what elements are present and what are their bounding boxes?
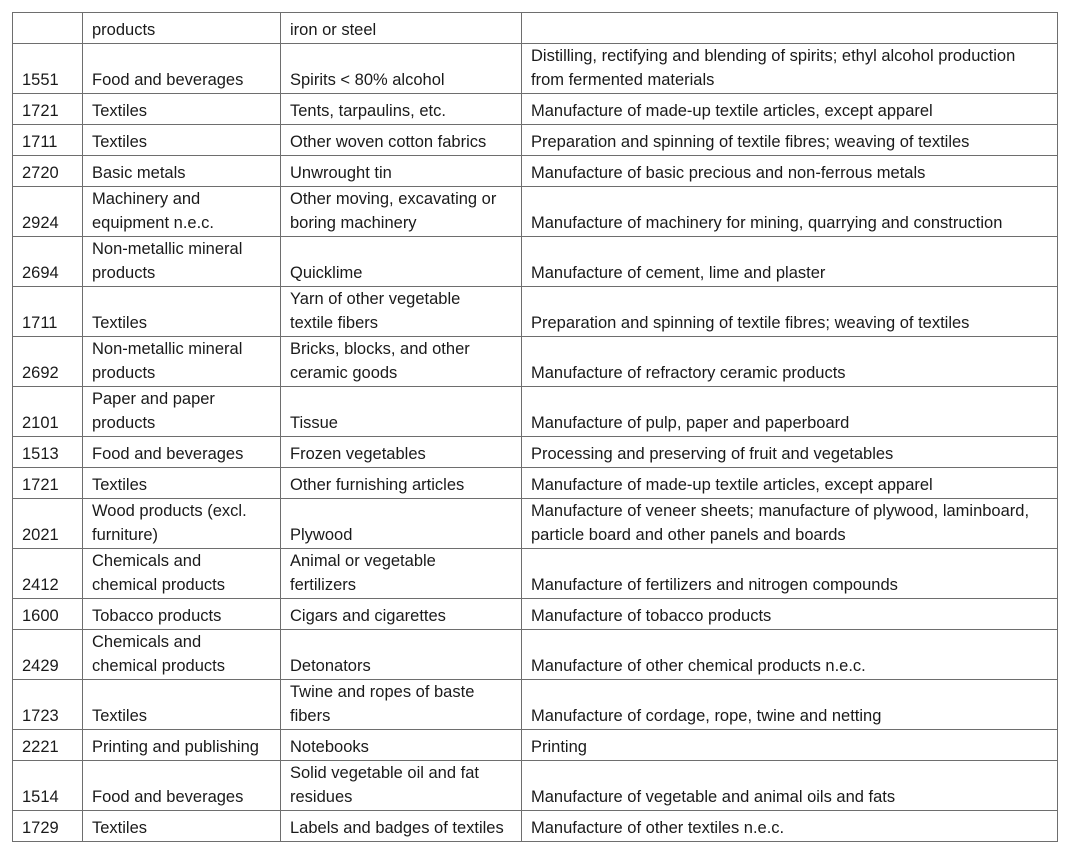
- table-row: [13, 761, 1058, 811]
- cell-product-line: Cigars and cigarettes: [290, 607, 446, 625]
- cell-description-line: Preparation and spinning of textile fibres; weaving of textiles: [531, 133, 970, 151]
- cell-code: 2412: [13, 549, 83, 599]
- cell-description: [522, 811, 1058, 842]
- cell-code: 2694: [13, 237, 83, 287]
- cell-sector: [83, 44, 281, 94]
- cell-product: [281, 468, 522, 499]
- cell-sector-line: Chemicals and: [92, 552, 202, 570]
- cell-sector-line: furniture): [92, 526, 159, 544]
- cell-product: [281, 549, 522, 599]
- cell-code: 1729: [13, 811, 83, 842]
- table-row: [13, 337, 1058, 387]
- cell-product: [281, 730, 522, 761]
- cell-product: [281, 337, 522, 387]
- cell-sector: [83, 156, 281, 187]
- cell-sector-line: products: [92, 21, 156, 39]
- cell-description-line: Manufacture of cement, lime and plaster: [531, 264, 826, 282]
- cell-product-line: residues: [290, 788, 353, 806]
- cell-sector-line: Textiles: [92, 102, 148, 120]
- cell-code: 2692: [13, 337, 83, 387]
- table-row: [13, 630, 1058, 680]
- cell-product: [281, 94, 522, 125]
- table-row: [13, 599, 1058, 630]
- cell-product-line: Bricks, blocks, and other: [290, 340, 470, 358]
- cell-sector: [83, 387, 281, 437]
- cell-sector-line: chemical products: [92, 576, 225, 594]
- cell-description-line: Manufacture of other textiles n.e.c.: [531, 819, 785, 837]
- table-row: [13, 287, 1058, 337]
- cell-description-line: Distilling, rectifying and blending of spirits; ethyl alcohol production: [531, 47, 1016, 65]
- cell-sector-line: Food and beverages: [92, 445, 244, 463]
- cell-sector: [83, 468, 281, 499]
- table-row: [13, 730, 1058, 761]
- cell-description-line: Processing and preserving of fruit and vegetables: [531, 445, 894, 463]
- cell-product-line: Spirits < 80% alcohol: [290, 71, 445, 89]
- cell-description: [522, 94, 1058, 125]
- cell-product-line: Other moving, excavating or: [290, 190, 497, 208]
- cell-code: 2221: [13, 730, 83, 761]
- cell-sector: [83, 94, 281, 125]
- cell-sector-line: chemical products: [92, 657, 225, 675]
- cell-description: [522, 730, 1058, 761]
- cell-sector: [83, 437, 281, 468]
- cell-sector: [83, 630, 281, 680]
- cell-sector: [83, 237, 281, 287]
- cell-description-line: Printing: [531, 738, 587, 756]
- cell-code: 1721: [13, 94, 83, 125]
- cell-sector-line: Textiles: [92, 819, 148, 837]
- cell-product-line: Detonators: [290, 657, 371, 675]
- cell-sector-line: Textiles: [92, 133, 148, 151]
- cell-sector-line: Textiles: [92, 476, 148, 494]
- cell-code: 1551: [13, 44, 83, 94]
- cell-product-line: Yarn of other vegetable: [290, 290, 461, 308]
- cell-description-line: Manufacture of made-up textile articles, except apparel: [531, 102, 933, 120]
- cell-description: [522, 187, 1058, 237]
- table-row: [13, 237, 1058, 287]
- cell-product-line: boring machinery: [290, 214, 417, 232]
- cell-code: 2720: [13, 156, 83, 187]
- cell-code: 2429: [13, 630, 83, 680]
- table-row: [13, 811, 1058, 842]
- cell-description-line: Manufacture of cordage, rope, twine and netting: [531, 707, 882, 725]
- cell-sector-line: products: [92, 264, 156, 282]
- cell-description: [522, 499, 1058, 549]
- cell-sector: [83, 337, 281, 387]
- cell-description-line: Manufacture of veneer sheets; manufacture of plywood, laminboard,: [531, 502, 1030, 520]
- cell-description: [522, 156, 1058, 187]
- cell-code: [13, 13, 83, 44]
- cell-product-line: Solid vegetable oil and fat: [290, 764, 479, 782]
- table-row: [13, 13, 1058, 44]
- cell-sector: [83, 599, 281, 630]
- cell-code: 1513: [13, 437, 83, 468]
- cell-product: [281, 630, 522, 680]
- cell-product: [281, 44, 522, 94]
- cell-description-line: Manufacture of basic precious and non-ferrous metals: [531, 164, 926, 182]
- table-row: [13, 387, 1058, 437]
- cell-product-line: fertilizers: [290, 576, 357, 594]
- cell-sector-line: Basic metals: [92, 164, 186, 182]
- table-row: [13, 187, 1058, 237]
- cell-product: [281, 499, 522, 549]
- cell-description: [522, 599, 1058, 630]
- table-row: [13, 125, 1058, 156]
- cell-sector-line: Food and beverages: [92, 788, 244, 806]
- cell-sector: [83, 680, 281, 730]
- cell-description-line: Manufacture of fertilizers and nitrogen compounds: [531, 576, 898, 594]
- cell-product: [281, 761, 522, 811]
- cell-sector: [83, 730, 281, 761]
- cell-description: [522, 761, 1058, 811]
- cell-description: [522, 387, 1058, 437]
- cell-description-line: Manufacture of vegetable and animal oils and fats: [531, 788, 896, 806]
- cell-sector-line: Non-metallic mineral: [92, 240, 243, 258]
- industry-product-table: [12, 12, 1058, 842]
- cell-sector-line: Non-metallic mineral: [92, 340, 243, 358]
- cell-product: [281, 13, 522, 44]
- cell-code: 1721: [13, 468, 83, 499]
- cell-product: [281, 237, 522, 287]
- cell-description: [522, 337, 1058, 387]
- cell-sector: [83, 125, 281, 156]
- cell-product: [281, 156, 522, 187]
- cell-product: [281, 811, 522, 842]
- cell-description-line: Manufacture of tobacco products: [531, 607, 772, 625]
- cell-product-line: Plywood: [290, 526, 353, 544]
- table-row: [13, 94, 1058, 125]
- cell-description: [522, 680, 1058, 730]
- cell-sector-line: Food and beverages: [92, 71, 244, 89]
- cell-code: 1723: [13, 680, 83, 730]
- cell-description-line: particle board and other panels and boards: [531, 526, 846, 544]
- cell-product: [281, 187, 522, 237]
- cell-description-line: Manufacture of pulp, paper and paperboard: [531, 414, 850, 432]
- cell-product: [281, 680, 522, 730]
- cell-sector: [83, 187, 281, 237]
- cell-sector-line: Textiles: [92, 314, 148, 332]
- cell-code: 2021: [13, 499, 83, 549]
- table-row: [13, 156, 1058, 187]
- cell-code: 2101: [13, 387, 83, 437]
- cell-description: [522, 237, 1058, 287]
- cell-product-line: Quicklime: [290, 264, 363, 282]
- cell-product: [281, 599, 522, 630]
- cell-description: [522, 549, 1058, 599]
- cell-product-line: Labels and badges of textiles: [290, 819, 504, 837]
- cell-product-line: Unwrought tin: [290, 164, 392, 182]
- table-row: [13, 680, 1058, 730]
- cell-sector: [83, 287, 281, 337]
- cell-sector-line: Chemicals and: [92, 633, 202, 651]
- cell-product-line: iron or steel: [290, 21, 377, 39]
- cell-description: [522, 437, 1058, 468]
- cell-sector-line: products: [92, 414, 156, 432]
- cell-product-line: Other woven cotton fabrics: [290, 133, 487, 151]
- cell-product-line: textile fibers: [290, 314, 379, 332]
- cell-sector: [83, 761, 281, 811]
- cell-sector: [83, 13, 281, 44]
- cell-code: 1711: [13, 287, 83, 337]
- cell-product-line: fibers: [290, 707, 331, 725]
- table-body: [13, 13, 1058, 842]
- cell-code: 1600: [13, 599, 83, 630]
- cell-sector-line: Printing and publishing: [92, 738, 259, 756]
- table-row: [13, 468, 1058, 499]
- cell-description: [522, 125, 1058, 156]
- cell-sector-line: equipment n.e.c.: [92, 214, 214, 232]
- cell-product-line: Other furnishing articles: [290, 476, 465, 494]
- cell-sector-line: Textiles: [92, 707, 148, 725]
- table-row: [13, 549, 1058, 599]
- cell-product-line: Frozen vegetables: [290, 445, 426, 463]
- cell-description: [522, 287, 1058, 337]
- cell-code: 2924: [13, 187, 83, 237]
- cell-sector-line: Tobacco products: [92, 607, 222, 625]
- cell-code: 1711: [13, 125, 83, 156]
- cell-description: [522, 468, 1058, 499]
- cell-description-line: from fermented materials: [531, 71, 715, 89]
- cell-description-line: Manufacture of machinery for mining, quarrying and construction: [531, 214, 1003, 232]
- cell-product: [281, 387, 522, 437]
- cell-product: [281, 437, 522, 468]
- cell-description-line: Manufacture of other chemical products n.e.c.: [531, 657, 866, 675]
- cell-product: [281, 287, 522, 337]
- cell-description: [522, 13, 1058, 44]
- cell-product-line: Tissue: [290, 414, 338, 432]
- cell-description: [522, 630, 1058, 680]
- table-row: [13, 499, 1058, 549]
- cell-description-line: Manufacture of made-up textile articles, except apparel: [531, 476, 933, 494]
- cell-sector: [83, 499, 281, 549]
- cell-product-line: ceramic goods: [290, 364, 398, 382]
- cell-description: [522, 44, 1058, 94]
- cell-product-line: Notebooks: [290, 738, 369, 756]
- cell-product: [281, 125, 522, 156]
- cell-sector-line: Paper and paper: [92, 390, 215, 408]
- table-row: [13, 44, 1058, 94]
- cell-sector: [83, 811, 281, 842]
- cell-product-line: Tents, tarpaulins, etc.: [290, 102, 446, 120]
- cell-sector-line: products: [92, 364, 156, 382]
- cell-sector-line: Machinery and: [92, 190, 201, 208]
- cell-product-line: Animal or vegetable: [290, 552, 436, 570]
- cell-sector: [83, 549, 281, 599]
- cell-code: 1514: [13, 761, 83, 811]
- table-container: [12, 12, 1058, 842]
- cell-description-line: Manufacture of refractory ceramic products: [531, 364, 846, 382]
- cell-sector-line: Wood products (excl.: [92, 502, 247, 520]
- cell-product-line: Twine and ropes of baste: [290, 683, 475, 701]
- cell-description-line: Preparation and spinning of textile fibres; weaving of textiles: [531, 314, 970, 332]
- table-row: [13, 437, 1058, 468]
